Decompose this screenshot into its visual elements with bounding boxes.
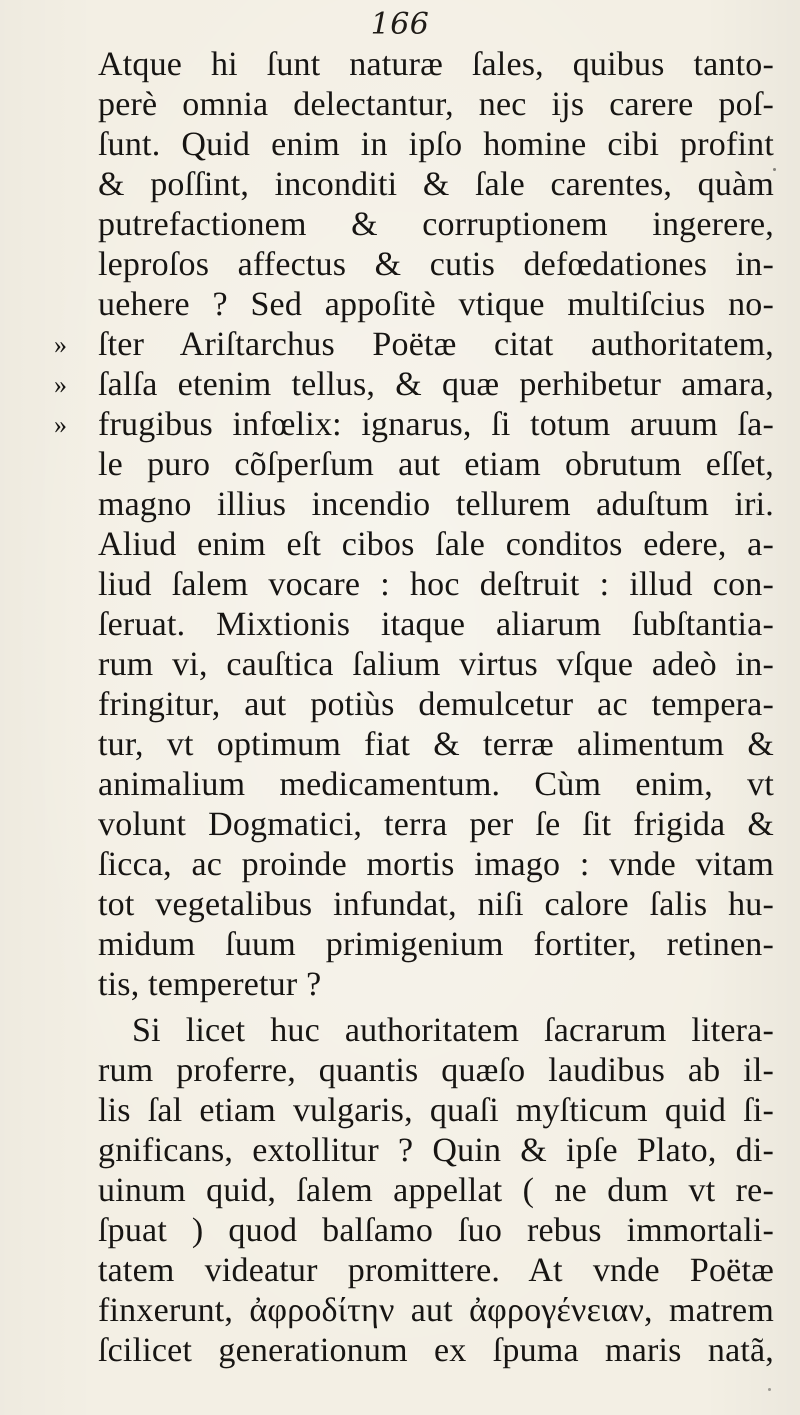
page-number: 166 <box>370 7 430 42</box>
paper-speck <box>756 512 758 514</box>
text-line-27: lis ſal etiam vulgaris, quaſi myſticum quid ſi- <box>98 1092 774 1129</box>
quoted-line-8 <box>54 325 774 365</box>
text-line-4: & poſſint, inconditi & ſale carentes, quàm <box>98 166 774 203</box>
text-line-11: le puro cõſperſum aut etiam obrutum eſſet, <box>98 446 774 483</box>
text-line-14: liud ſalem vocare : hoc deſtruit : illud con- <box>98 566 774 603</box>
text-line-22: tot vegetalibus infundat, niſi calore ſalis hu- <box>98 886 774 923</box>
text-line-18: tur, vt optimum fiat & terræ alimentum & <box>98 726 774 763</box>
text-line-16: rum vi, cauſtica ſalium virtus vſque adeò in- <box>98 646 774 683</box>
text-line-25: Si licet huc authoritatem ſacrarum litera- <box>132 1012 774 1049</box>
text-line-21: ſicca, ac proinde mortis imago : vnde vitam <box>98 846 774 883</box>
quotation-marker: » <box>54 330 68 359</box>
text-line-7: uehere ? Sed appoſitè vtique multiſcius no- <box>98 286 774 323</box>
text-line-13: Aliud enim eſt cibos ſale conditos edere, a- <box>98 526 774 563</box>
text-line-2: perè omnia delectantur, nec ijs carere poſ- <box>98 86 774 123</box>
paper-speck <box>768 1388 771 1391</box>
text-line-19: animalium medicamentum. Cùm enim, vt <box>98 766 774 803</box>
paper-speck <box>773 168 776 171</box>
text-line-15: ſeruat. Mixtionis itaque aliarum ſubſtantia- <box>98 606 774 643</box>
text-line-12: magno illius incendio tellurem aduſtum iri. <box>98 486 774 523</box>
text-line-6: leproſos affectus & cutis defœdationes in- <box>98 246 774 283</box>
text-line-8: ſter Ariſtarchus Poëtæ citat authoritatem, <box>98 326 774 363</box>
text-line-32: finxerunt, ἀφροδίτην aut ἀφρογένειαν, matrem <box>98 1292 774 1329</box>
quotation-marker: » <box>54 410 68 439</box>
latin-text-block <box>54 45 774 1385</box>
text-line-31: tatem videatur promittere. At vnde Poëtæ <box>98 1252 774 1289</box>
text-line-23: midum ſuum primigenium fortiter, retinen- <box>98 926 774 963</box>
text-line-17: fringitur, aut potiùs demulcetur ac tempera- <box>98 686 774 723</box>
text-line-29: uinum quid, ſalem appellat ( ne dum vt re- <box>98 1172 774 1209</box>
text-line-1: Atque hi ſunt naturæ ſales, quibus tanto- <box>98 46 774 83</box>
quotation-marker: » <box>54 370 68 399</box>
text-line-5: putrefactionem & corruptionem ingerere, <box>98 206 774 243</box>
quoted-line-9 <box>54 365 774 405</box>
quoted-line-10 <box>54 405 774 445</box>
text-line-24: tis, temperetur ? <box>98 966 322 1003</box>
text-line-10: frugibus infœlix: ignarus, ſi totum aruum ſa- <box>98 406 774 443</box>
text-line-9: ſalſa etenim tellus, & quæ perhibetur amara, <box>98 366 774 403</box>
text-line-30: ſpuat ) quod balſamo ſuo rebus immortali- <box>98 1212 774 1249</box>
text-line-3: ſunt. Quid enim in ipſo homine cibi profint <box>98 126 774 163</box>
text-line-26: rum proferre, quantis quæſo laudibus ab il- <box>98 1052 774 1089</box>
text-line-20: volunt Dogmatici, terra per ſe ſit frigida & <box>98 806 774 843</box>
text-line-33: ſcilicet generationum ex ſpuma maris natã, <box>98 1332 774 1369</box>
text-line-28: gnificans, extollitur ? Quin & ipſe Plato, di- <box>98 1132 774 1169</box>
